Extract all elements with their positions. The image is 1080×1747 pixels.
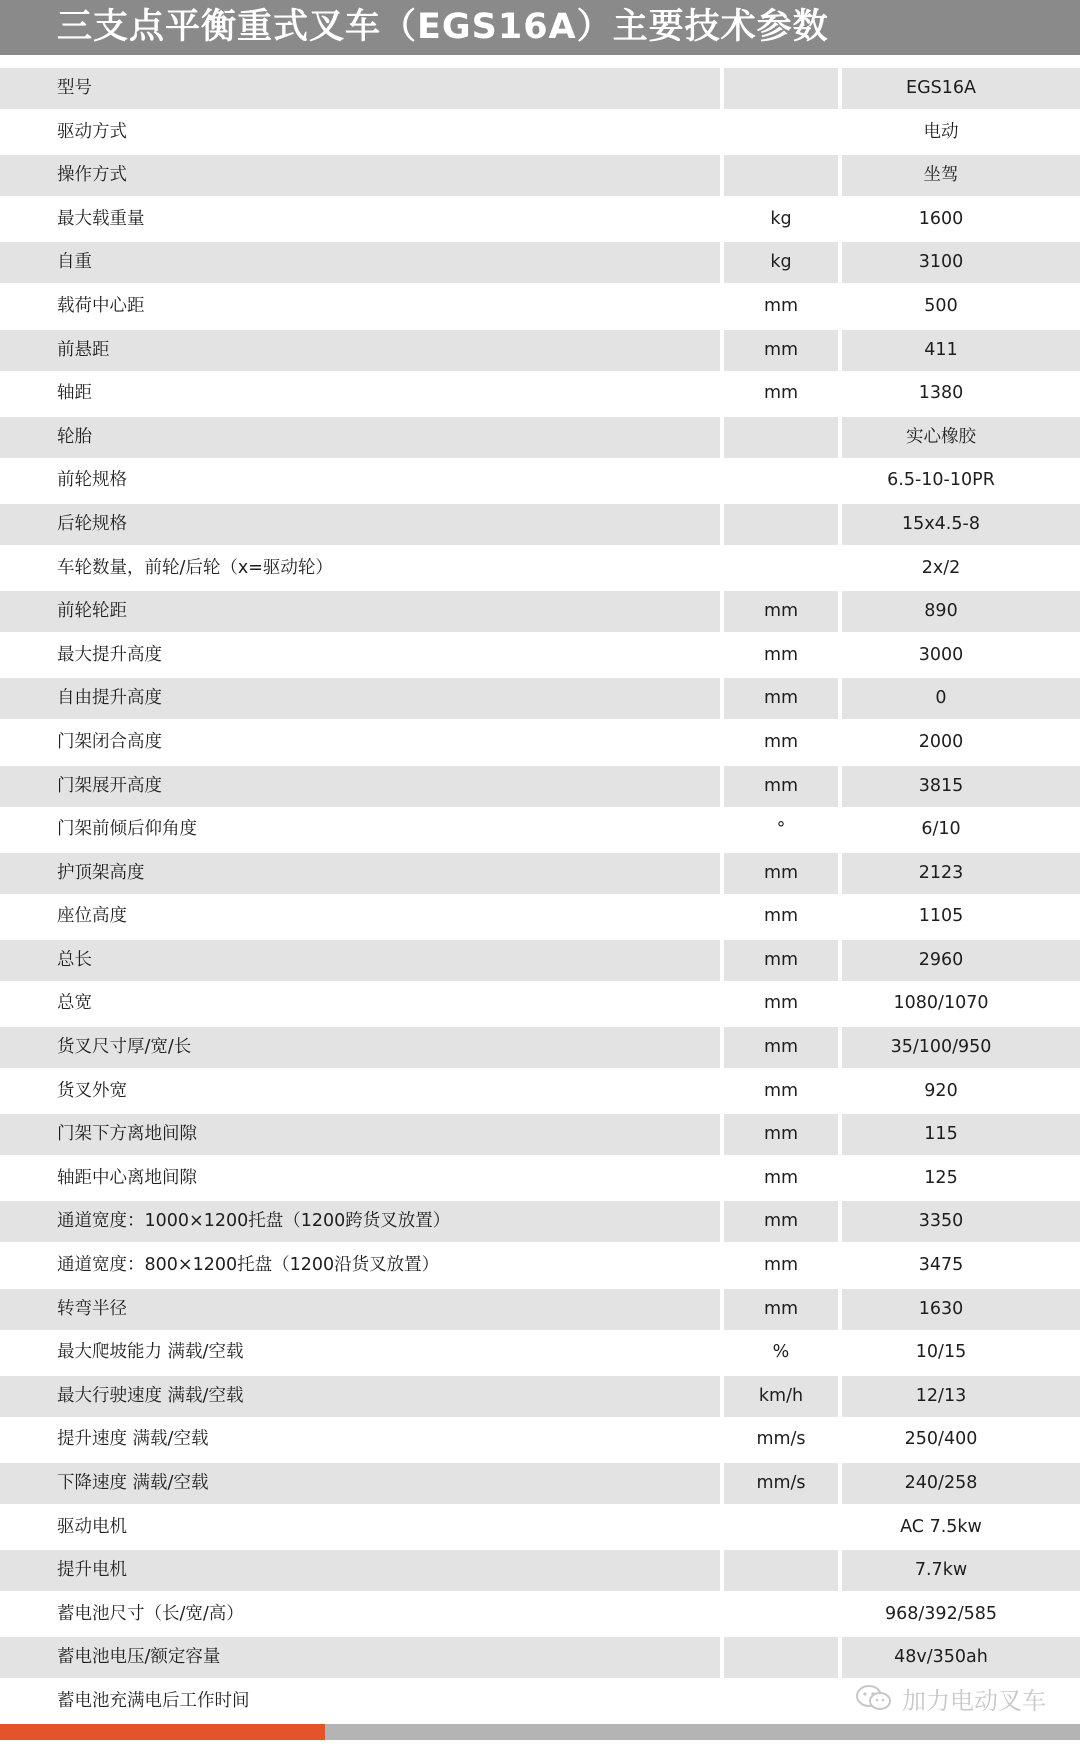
unit-cell: mm (763, 731, 799, 752)
param-name-cell: 门架闭合高度 (57, 731, 162, 752)
table-row (0, 1550, 1080, 1594)
table-row (0, 983, 1080, 1027)
param-name-cell: 总宽 (57, 993, 92, 1014)
param-name-cell: 蓄电池电压/额定容量 (0, 1637, 720, 1678)
table-row (0, 373, 1080, 417)
value-cell: 3100 (842, 242, 1080, 283)
table-row (0, 68, 1080, 112)
param-name-cell: 最大爬坡能力 满载/空载 (57, 1342, 244, 1363)
param-name-cell: 总长 (0, 940, 720, 981)
table-row (0, 504, 1080, 548)
unit-cell: mm (724, 1114, 838, 1155)
unit-cell (724, 1507, 838, 1548)
value-cell: 1105 (918, 906, 964, 927)
value-cell: 35/100/950 (842, 1027, 1080, 1068)
param-name-cell: 最大行驶速度 满载/空载 (0, 1376, 720, 1417)
unit-cell (724, 1637, 838, 1678)
param-name-cell: 门架下方离地间隙 (0, 1114, 720, 1155)
table-row (0, 286, 1080, 330)
table-row (0, 1289, 1080, 1333)
table-row (0, 853, 1080, 897)
value-cell: 240/258 (842, 1463, 1080, 1504)
value-cell: 500 (924, 295, 958, 316)
unit-cell: % (772, 1342, 790, 1363)
unit-cell (724, 1550, 838, 1591)
param-name-cell: 提升电机 (0, 1550, 720, 1591)
param-name-cell: 载荷中心距 (57, 295, 145, 316)
unit-cell: mm (724, 1201, 838, 1242)
table-row (0, 896, 1080, 940)
table-row (0, 1158, 1080, 1202)
param-name-cell: 货叉尺寸厚/宽/长 (0, 1027, 720, 1068)
unit-cell (724, 460, 838, 501)
table-row (0, 1463, 1080, 1507)
unit-cell: mm (763, 1167, 799, 1188)
table-row (0, 1027, 1080, 1071)
unit-cell: km/h (724, 1376, 838, 1417)
unit-cell: mm (724, 853, 838, 894)
watermark (854, 1680, 1046, 1716)
value-cell: 15x4.5-8 (842, 504, 1080, 545)
unit-cell: mm (763, 295, 799, 316)
param-name-cell: 护顶架高度 (0, 853, 720, 894)
table-row (0, 330, 1080, 374)
value-cell: 0 (842, 678, 1080, 719)
unit-cell: kg (724, 242, 838, 283)
param-name-cell: 通道宽度：1000×1200托盘（1200跨货叉放置） (0, 1201, 720, 1242)
wechat-icon (854, 1683, 894, 1713)
table-row (0, 1071, 1080, 1115)
value-cell: 2000 (918, 731, 964, 752)
table-row (0, 460, 1080, 504)
unit-cell (724, 1594, 838, 1635)
param-name-cell: 蓄电池尺寸（长/宽/高） (57, 1603, 244, 1624)
value-cell: 电动 (923, 121, 959, 142)
bottom-accent-bar (0, 1724, 325, 1740)
unit-cell: ° (776, 819, 786, 840)
value-cell: AC 7.5kw (900, 1516, 982, 1537)
value-cell: 1600 (918, 208, 964, 229)
value-cell: 坐驾 (842, 155, 1080, 196)
value-cell: 2960 (842, 940, 1080, 981)
value-cell: 6/10 (921, 819, 961, 840)
table-row (0, 1201, 1080, 1245)
table-row (0, 1507, 1080, 1551)
value-cell: 1080/1070 (893, 993, 989, 1014)
table-row (0, 548, 1080, 592)
param-name-cell: 驱动电机 (57, 1516, 127, 1537)
value-cell: 968/392/585 (885, 1603, 997, 1624)
unit-cell: mm (763, 644, 799, 665)
table-row (0, 809, 1080, 853)
table-row (0, 722, 1080, 766)
unit-cell: mm (763, 906, 799, 927)
value-cell: 3475 (918, 1255, 964, 1276)
value-cell: 1630 (842, 1289, 1080, 1330)
table-row (0, 1594, 1080, 1638)
unit-cell (724, 417, 838, 458)
param-name-cell: 自重 (0, 242, 720, 283)
unit-cell: mm (724, 766, 838, 807)
table-row (0, 591, 1080, 635)
param-name-cell: 转弯半径 (0, 1289, 720, 1330)
table-row (0, 1419, 1080, 1463)
table-row (0, 940, 1080, 984)
value-cell: 920 (924, 1080, 958, 1101)
value-cell: 3000 (918, 644, 964, 665)
table-row (0, 242, 1080, 286)
param-name-cell: 自由提升高度 (0, 678, 720, 719)
unit-cell (724, 112, 838, 153)
param-name-cell: 车轮数量，前轮/后轮（x=驱动轮） (57, 557, 333, 578)
table-row (0, 112, 1080, 156)
table-row (0, 1637, 1080, 1681)
table-row (0, 678, 1080, 722)
param-name-cell: 最大载重量 (57, 208, 145, 229)
param-name-cell: 前悬距 (0, 330, 720, 371)
unit-cell: mm/s (724, 1463, 838, 1504)
param-name-cell: 蓄电池充满电后工作时间 (57, 1690, 250, 1711)
table-row (0, 1376, 1080, 1420)
value-cell: 48v/350ah (842, 1637, 1080, 1678)
unit-cell: mm (724, 940, 838, 981)
value-cell: 实心橡胶 (842, 417, 1080, 458)
value-cell: 10/15 (915, 1342, 967, 1363)
value-cell: 890 (842, 591, 1080, 632)
unit-cell: mm (724, 1289, 838, 1330)
value-cell: 6.5-10-10PR (887, 470, 995, 491)
param-name-cell: 型号 (0, 68, 720, 109)
value-cell: 115 (842, 1114, 1080, 1155)
param-name-cell: 前轮轮距 (0, 591, 720, 632)
table-row (0, 635, 1080, 679)
param-name-cell: 门架前倾后仰角度 (57, 819, 197, 840)
value-cell: 2123 (842, 853, 1080, 894)
value-cell: 12/13 (842, 1376, 1080, 1417)
param-name-cell: 最大提升高度 (57, 644, 162, 665)
table-row (0, 155, 1080, 199)
value-cell: 3350 (842, 1201, 1080, 1242)
table-row (0, 1332, 1080, 1376)
value-cell: 411 (842, 330, 1080, 371)
value-cell: 3815 (842, 766, 1080, 807)
param-name-cell: 提升速度 满载/空载 (57, 1429, 209, 1450)
value-cell: 2x/2 (921, 557, 961, 578)
unit-cell: mm (724, 591, 838, 632)
unit-cell: mm (763, 1080, 799, 1101)
unit-cell (724, 68, 838, 109)
value-cell: 250/400 (904, 1429, 978, 1450)
table-row (0, 417, 1080, 461)
param-name-cell: 轴距中心离地间隙 (57, 1167, 197, 1188)
param-name-cell: 轴距 (57, 383, 92, 404)
value-cell: 1380 (918, 383, 964, 404)
spec-table (0, 68, 1080, 1725)
param-name-cell: 门架展开高度 (0, 766, 720, 807)
unit-cell: mm (763, 383, 799, 404)
unit-cell (724, 155, 838, 196)
param-name-cell: 通道宽度：800×1200托盘（1200沿货叉放置） (57, 1255, 440, 1276)
param-name-cell: 前轮规格 (57, 470, 127, 491)
unit-cell (724, 1681, 838, 1722)
value-cell: 125 (924, 1167, 958, 1188)
unit-cell (724, 504, 838, 545)
watermark-text: 加力电动叉车 (902, 1686, 1046, 1715)
value-cell: 7.7kw (842, 1550, 1080, 1591)
param-name-cell: 后轮规格 (0, 504, 720, 545)
unit-cell: mm (724, 1027, 838, 1068)
table-row (0, 766, 1080, 810)
unit-cell (724, 548, 838, 589)
param-name-cell: 操作方式 (0, 155, 720, 196)
unit-cell: mm (763, 993, 799, 1014)
table-row (0, 1245, 1080, 1289)
param-name-cell: 轮胎 (0, 417, 720, 458)
unit-cell: mm (724, 330, 838, 371)
unit-cell: mm/s (756, 1429, 806, 1450)
unit-cell: mm (763, 1255, 799, 1276)
table-row (0, 1114, 1080, 1158)
unit-cell: kg (770, 208, 792, 229)
table-row (0, 199, 1080, 243)
param-name-cell: 座位高度 (57, 906, 127, 927)
page-title: 三支点平衡重式叉车（EGS16A）主要技术参数 (0, 0, 1080, 55)
unit-cell: mm (724, 678, 838, 719)
value-cell: EGS16A (842, 68, 1080, 109)
param-name-cell: 货叉外宽 (57, 1080, 127, 1101)
param-name-cell: 下降速度 满载/空载 (0, 1463, 720, 1504)
param-name-cell: 驱动方式 (57, 121, 127, 142)
